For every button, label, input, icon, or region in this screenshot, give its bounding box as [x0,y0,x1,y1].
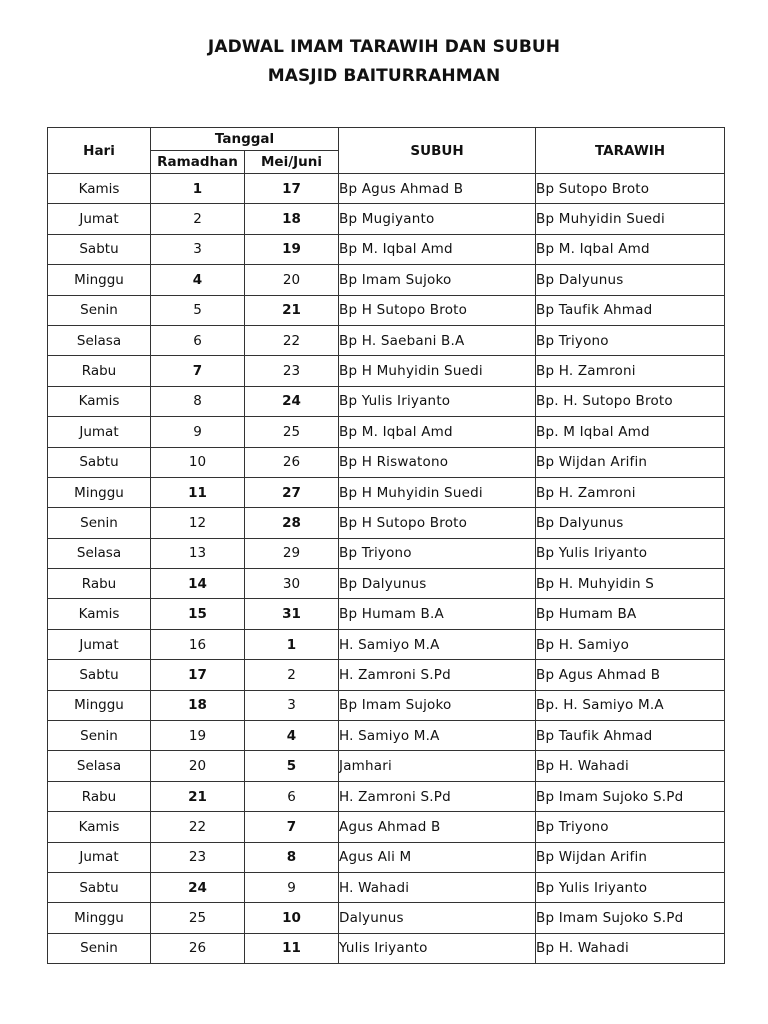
cell-mei-juni: 3 [245,690,339,720]
table-row [48,204,725,234]
cell-subuh: H. Wahadi [339,872,536,902]
cell-tarawih: Bp H. Zamroni [536,356,725,386]
cell-subuh: H. Zamroni S.Pd [339,781,536,811]
cell-ramadhan: 24 [151,872,245,902]
table-row [48,356,725,386]
cell-mei-juni: 7 [245,812,339,842]
cell-hari: Kamis [48,174,151,204]
cell-mei-juni: 24 [245,386,339,416]
cell-tarawih: Bp Imam Sujoko S.Pd [536,781,725,811]
cell-mei-juni: 8 [245,842,339,872]
cell-tarawih: Bp H. Muhyidin S [536,569,725,599]
cell-mei-juni: 1 [245,629,339,659]
cell-hari: Rabu [48,569,151,599]
cell-ramadhan: 17 [151,660,245,690]
cell-subuh: Yulis Iriyanto [339,933,536,963]
cell-hari: Rabu [48,356,151,386]
table-row [48,842,725,872]
table-row [48,599,725,629]
cell-hari: Kamis [48,386,151,416]
cell-subuh: Dalyunus [339,903,536,933]
cell-ramadhan: 10 [151,447,245,477]
cell-subuh: Bp Agus Ahmad B [339,174,536,204]
cell-tarawih: Bp H. Wahadi [536,933,725,963]
cell-ramadhan: 3 [151,234,245,264]
cell-tarawih: Bp Triyono [536,812,725,842]
table-row [48,751,725,781]
cell-subuh: Bp M. Iqbal Amd [339,234,536,264]
cell-subuh: Bp H Muhyidin Suedi [339,477,536,507]
cell-mei-juni: 20 [245,265,339,295]
cell-ramadhan: 14 [151,569,245,599]
cell-mei-juni: 28 [245,508,339,538]
cell-tarawih: Bp. H. Samiyo M.A [536,690,725,720]
table-row [48,325,725,355]
cell-mei-juni: 31 [245,599,339,629]
cell-tarawih: Bp Dalyunus [536,265,725,295]
cell-ramadhan: 18 [151,690,245,720]
header-subuh: SUBUH [339,128,536,174]
cell-ramadhan: 12 [151,508,245,538]
cell-tarawih: Bp Imam Sujoko S.Pd [536,903,725,933]
cell-tarawih: Bp Wijdan Arifin [536,842,725,872]
cell-ramadhan: 23 [151,842,245,872]
cell-ramadhan: 4 [151,265,245,295]
cell-mei-juni: 19 [245,234,339,264]
cell-ramadhan: 7 [151,356,245,386]
cell-mei-juni: 9 [245,872,339,902]
cell-tarawih: Bp Humam BA [536,599,725,629]
cell-subuh: Bp Triyono [339,538,536,568]
table-row [48,174,725,204]
cell-hari: Senin [48,933,151,963]
schedule-table [47,127,725,964]
table-row [48,812,725,842]
cell-ramadhan: 22 [151,812,245,842]
page-subtitle: MASJID BAITURRAHMAN [267,66,501,86]
cell-hari: Minggu [48,477,151,507]
cell-tarawih: Bp Agus Ahmad B [536,660,725,690]
cell-tarawih: Bp. M Iqbal Amd [536,417,725,447]
cell-mei-juni: 22 [245,325,339,355]
cell-hari: Sabtu [48,872,151,902]
cell-tarawih: Bp Muhyidin Suedi [536,204,725,234]
cell-hari: Selasa [48,325,151,355]
cell-subuh: Bp Mugiyanto [339,204,536,234]
table-row [48,781,725,811]
table-row [48,903,725,933]
table-row [48,234,725,264]
cell-hari: Senin [48,721,151,751]
cell-hari: Jumat [48,417,151,447]
cell-mei-juni: 11 [245,933,339,963]
cell-subuh: H. Zamroni S.Pd [339,660,536,690]
table-row [48,690,725,720]
cell-ramadhan: 21 [151,781,245,811]
table-row [48,265,725,295]
cell-mei-juni: 30 [245,569,339,599]
cell-tarawih: Bp Taufik Ahmad [536,295,725,325]
cell-ramadhan: 15 [151,599,245,629]
header-tarawih: TARAWIH [536,128,725,174]
cell-ramadhan: 2 [151,204,245,234]
cell-tarawih: Bp Taufik Ahmad [536,721,725,751]
cell-hari: Rabu [48,781,151,811]
cell-hari: Kamis [48,599,151,629]
cell-mei-juni: 2 [245,660,339,690]
table-row [48,933,725,963]
cell-hari: Jumat [48,842,151,872]
cell-ramadhan: 5 [151,295,245,325]
cell-mei-juni: 23 [245,356,339,386]
cell-ramadhan: 25 [151,903,245,933]
cell-hari: Jumat [48,629,151,659]
cell-mei-juni: 6 [245,781,339,811]
cell-hari: Jumat [48,204,151,234]
table-row [48,721,725,751]
header-ramadhan: Ramadhan [151,151,245,174]
cell-mei-juni: 29 [245,538,339,568]
cell-hari: Sabtu [48,447,151,477]
cell-subuh: Bp Imam Sujoko [339,690,536,720]
cell-mei-juni: 26 [245,447,339,477]
table-row [48,447,725,477]
cell-ramadhan: 8 [151,386,245,416]
cell-subuh: Bp Humam B.A [339,599,536,629]
cell-mei-juni: 21 [245,295,339,325]
cell-hari: Minggu [48,690,151,720]
cell-ramadhan: 6 [151,325,245,355]
cell-subuh: Bp H. Saebani B.A [339,325,536,355]
cell-subuh: Bp H Muhyidin Suedi [339,356,536,386]
table-row [48,386,725,416]
cell-mei-juni: 5 [245,751,339,781]
header-hari: Hari [48,128,151,174]
schedule-table-header [48,128,725,174]
cell-ramadhan: 1 [151,174,245,204]
cell-subuh: Bp H Riswatono [339,447,536,477]
cell-subuh: Bp Imam Sujoko [339,265,536,295]
cell-hari: Sabtu [48,660,151,690]
cell-mei-juni: 25 [245,417,339,447]
cell-hari: Minggu [48,903,151,933]
cell-hari: Selasa [48,751,151,781]
cell-tarawih: Bp Yulis Iriyanto [536,872,725,902]
schedule-table-body [48,174,725,964]
table-row [48,629,725,659]
cell-tarawih: Bp Triyono [536,325,725,355]
cell-hari: Sabtu [48,234,151,264]
table-row [48,477,725,507]
cell-hari: Senin [48,508,151,538]
cell-ramadhan: 11 [151,477,245,507]
cell-mei-juni: 27 [245,477,339,507]
cell-hari: Selasa [48,538,151,568]
cell-tarawih: Bp Dalyunus [536,508,725,538]
cell-ramadhan: 16 [151,629,245,659]
table-row [48,569,725,599]
cell-subuh: Jamhari [339,751,536,781]
cell-subuh: H. Samiyo M.A [339,721,536,751]
cell-tarawih: Bp M. Iqbal Amd [536,234,725,264]
cell-subuh: Bp Yulis Iriyanto [339,386,536,416]
cell-mei-juni: 10 [245,903,339,933]
page-title: JADWAL IMAM TARAWIH DAN SUBUH [207,37,561,57]
cell-subuh: Agus Ali M [339,842,536,872]
header-mei-juni: Mei/Juni [245,151,339,174]
cell-tarawih: Bp H. Samiyo [536,629,725,659]
table-row [48,508,725,538]
cell-ramadhan: 20 [151,751,245,781]
header-tanggal: Tanggal [151,128,339,151]
cell-subuh: Bp H Sutopo Broto [339,295,536,325]
cell-ramadhan: 19 [151,721,245,751]
cell-tarawih: Bp Wijdan Arifin [536,447,725,477]
cell-subuh: Bp Dalyunus [339,569,536,599]
cell-tarawih: Bp. H. Sutopo Broto [536,386,725,416]
table-row [48,417,725,447]
cell-hari: Minggu [48,265,151,295]
cell-subuh: H. Samiyo M.A [339,629,536,659]
cell-subuh: Bp M. Iqbal Amd [339,417,536,447]
table-row [48,872,725,902]
cell-tarawih: Bp H. Wahadi [536,751,725,781]
table-row [48,660,725,690]
cell-mei-juni: 17 [245,174,339,204]
cell-ramadhan: 13 [151,538,245,568]
cell-mei-juni: 4 [245,721,339,751]
cell-tarawih: Bp H. Zamroni [536,477,725,507]
cell-ramadhan: 26 [151,933,245,963]
cell-subuh: Agus Ahmad B [339,812,536,842]
table-row [48,295,725,325]
cell-subuh: Bp H Sutopo Broto [339,508,536,538]
cell-ramadhan: 9 [151,417,245,447]
cell-tarawih: Bp Sutopo Broto [536,174,725,204]
cell-tarawih: Bp Yulis Iriyanto [536,538,725,568]
table-row [48,538,725,568]
cell-mei-juni: 18 [245,204,339,234]
cell-hari: Senin [48,295,151,325]
cell-hari: Kamis [48,812,151,842]
